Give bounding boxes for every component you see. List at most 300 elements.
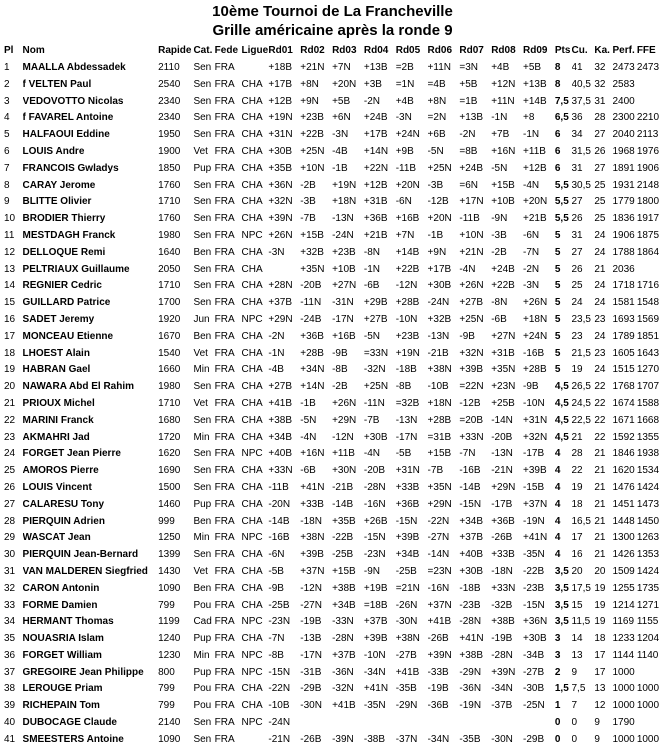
- round-9-cell: -2N: [523, 263, 540, 275]
- round-6-cell: +35N: [427, 481, 452, 493]
- round-4-cell: -16N: [363, 498, 386, 510]
- round-3-cell: +35B: [332, 515, 356, 527]
- ffe-rating-cell: 1864: [636, 246, 660, 258]
- round-5-cell: -29N: [395, 700, 418, 712]
- round-6-cell: +29N: [427, 498, 452, 510]
- place-cell: 7: [4, 162, 10, 174]
- cumulative-cell: 14: [571, 633, 583, 645]
- round-2-cell: -6B: [300, 465, 316, 477]
- round-7-cell: -11B: [459, 213, 480, 225]
- points-cell: 8: [554, 78, 561, 90]
- points-cell: 3,5: [554, 582, 569, 594]
- name-cell: REGNIER Cedric: [22, 280, 102, 292]
- federation-cell: FRA: [214, 145, 235, 157]
- place-cell: 20: [4, 381, 16, 393]
- rapide-rating-cell: 1760: [158, 213, 181, 225]
- table-row: [4, 245, 665, 262]
- col-place-header: Pl: [4, 45, 14, 57]
- category-cell: Sen: [193, 196, 212, 208]
- points-cell: 5: [554, 246, 561, 258]
- round-6-cell: +25N: [427, 162, 452, 174]
- round-9-cell: [523, 715, 555, 732]
- round-5-cell: -12N: [395, 280, 418, 292]
- ffe-rating-cell: 1155: [636, 616, 659, 628]
- federation-cell: FRA: [214, 280, 235, 292]
- name-cell: FORGET Jean Pierre: [22, 448, 121, 460]
- round-2-cell: -4N: [300, 431, 317, 443]
- points-cell: 6: [554, 145, 561, 157]
- federation-cell: FRA: [214, 666, 235, 678]
- round-3-cell: +30N: [332, 465, 357, 477]
- kashdan-cell: 24: [594, 229, 606, 241]
- league-cell: CHA: [241, 465, 263, 477]
- round-7-cell: -36N: [459, 683, 482, 695]
- table-row: [4, 178, 665, 195]
- rapide-rating-cell: 1920: [158, 313, 181, 325]
- performance-cell: 1671: [612, 414, 635, 426]
- round-3-cell: -31N: [332, 297, 354, 309]
- cumulative-cell: 11,5: [571, 616, 591, 628]
- round-5-cell: +41B: [395, 666, 420, 678]
- rapide-rating-cell: 2340: [158, 112, 181, 124]
- round-1-cell: +27B: [268, 381, 293, 393]
- performance-cell: 1000: [612, 666, 635, 678]
- round-8-cell: +4B: [491, 62, 510, 73]
- round-4-cell: [364, 715, 396, 732]
- table-row: [4, 430, 665, 447]
- round-3-cell: -25B: [332, 549, 354, 561]
- place-cell: 19: [4, 364, 16, 376]
- round-5-cell: -17N: [395, 431, 418, 443]
- round-6-cell: [428, 715, 460, 732]
- ffe-rating-cell: 2473: [636, 62, 660, 73]
- cumulative-cell: 7,5: [571, 683, 586, 695]
- rapide-rating-cell: 1680: [158, 414, 181, 426]
- round-5-cell: +33B: [395, 481, 420, 493]
- league-cell: CHA: [241, 397, 263, 409]
- round-3-cell: -21B: [332, 481, 354, 493]
- points-cell: 5: [554, 313, 561, 325]
- kashdan-cell: 21: [594, 481, 606, 493]
- round-4-cell: -6B: [363, 280, 380, 292]
- place-cell: 18: [4, 347, 16, 359]
- federation-cell: FRA: [214, 95, 235, 107]
- table-row: [4, 278, 665, 295]
- place-cell: 16: [4, 313, 16, 325]
- table-row: [4, 530, 665, 547]
- round-8-cell: [491, 715, 523, 732]
- round-3-cell: -36N: [332, 666, 354, 678]
- round-2-cell: -26B: [300, 733, 322, 745]
- place-cell: 31: [4, 565, 16, 577]
- round-9-cell: -30B: [523, 683, 545, 695]
- federation-cell: FRA: [214, 414, 235, 426]
- round-8-cell: -19B: [491, 633, 513, 645]
- round-6-cell: =4B: [427, 78, 446, 90]
- table-row: [4, 463, 665, 480]
- points-cell: 6: [554, 129, 561, 141]
- league-cell: CHA: [241, 78, 263, 90]
- round-9-cell: -1N: [523, 129, 540, 141]
- round-5-cell: =2B: [395, 62, 414, 73]
- cumulative-cell: 27: [571, 196, 583, 208]
- cumulative-cell: 28: [571, 448, 583, 460]
- round-2-cell: -3B: [300, 196, 316, 208]
- round-8-cell: -14N: [491, 414, 513, 426]
- round-5-cell: -30N: [395, 616, 418, 628]
- round-4-cell: +29B: [363, 297, 388, 309]
- place-cell: 27: [4, 498, 16, 510]
- round-2-cell: +37N: [300, 565, 325, 577]
- cumulative-cell: 21,5: [571, 347, 591, 359]
- round-9-cell: -3N: [523, 280, 540, 292]
- round-8-cell: +29N: [491, 481, 516, 493]
- round-1-cell: +31N: [268, 129, 293, 141]
- rapide-rating-cell: 1199: [158, 616, 180, 628]
- round-2-cell: -24B: [300, 313, 322, 325]
- round-3-cell: -14B: [332, 498, 354, 510]
- standings-table: [4, 43, 665, 749]
- rapide-rating-cell: 1950: [158, 129, 181, 141]
- rapide-rating-cell: 2540: [158, 78, 181, 90]
- table-row: [4, 194, 665, 211]
- round-8-cell: -21N: [491, 465, 513, 477]
- round-4-cell: =33N: [363, 347, 389, 359]
- round-7-cell: -4N: [459, 263, 476, 275]
- league-cell: CHA: [241, 347, 263, 359]
- round-9-cell: +8: [523, 112, 535, 124]
- round-7-cell: -16B: [459, 465, 481, 477]
- round-5-cell: +9B: [395, 145, 414, 157]
- performance-cell: 1233: [612, 633, 635, 645]
- place-cell: 8: [4, 179, 10, 191]
- table-row: [4, 110, 665, 127]
- points-cell: 5,5: [554, 179, 569, 191]
- name-cell: CARON Antonin: [22, 582, 100, 594]
- round-7-cell: +34B: [459, 515, 484, 527]
- round-4-cell: -32N: [363, 364, 386, 376]
- ffe-rating-cell: [637, 94, 665, 111]
- cumulative-cell: 26,5: [571, 381, 591, 393]
- round-7-cell: +30B: [459, 565, 484, 577]
- cumulative-cell: 0: [571, 733, 578, 745]
- cumulative-cell: 22: [571, 465, 583, 477]
- round-4-cell: +17B: [363, 129, 388, 141]
- category-cell: Ben: [193, 330, 212, 342]
- table-row: [4, 161, 665, 178]
- name-cell: LOUIS Andre: [22, 145, 85, 157]
- round-6-cell: -16N: [427, 582, 450, 594]
- round-7-cell: +26N: [459, 280, 484, 292]
- ffe-rating-cell: 1976: [636, 145, 660, 157]
- cumulative-cell: 23: [571, 330, 583, 342]
- round-2-cell: -13B: [300, 633, 322, 645]
- cumulative-cell: 16: [571, 549, 583, 561]
- round-1-cell: [268, 262, 300, 279]
- place-cell: 11: [4, 229, 15, 241]
- table-row: [4, 312, 665, 329]
- round-4-cell: +24B: [363, 112, 388, 124]
- rapide-rating-cell: 1250: [158, 532, 181, 544]
- ffe-rating-cell: 2148: [636, 179, 660, 191]
- performance-cell: 2583: [612, 78, 635, 90]
- kashdan-cell: 19: [594, 616, 606, 628]
- round-4-cell: +37B: [363, 616, 388, 628]
- rapide-rating-cell: 799: [158, 683, 175, 695]
- round-8-cell: -5N: [491, 162, 508, 174]
- rapide-rating-cell: 1620: [158, 448, 181, 460]
- ffe-rating-cell: 1534: [636, 465, 660, 477]
- category-cell: Ben: [193, 582, 212, 594]
- points-cell: 7,5: [554, 95, 569, 107]
- points-cell: 4,5: [554, 381, 569, 393]
- round-5-cell: =1N: [395, 78, 415, 90]
- table-body: [4, 60, 665, 749]
- round-7-cell: =3N: [459, 62, 478, 73]
- round-8-cell: +16N: [491, 145, 516, 157]
- table-row: [4, 211, 665, 228]
- round-2-cell: +36B: [300, 330, 324, 342]
- place-cell: 6: [4, 145, 10, 157]
- round-9-cell: -7N: [523, 246, 540, 258]
- round-7-cell: +27B: [459, 297, 484, 309]
- round-5-cell: -37N: [395, 733, 418, 745]
- rapide-rating-cell: 1670: [158, 330, 181, 342]
- round-7-cell: +39B: [459, 364, 484, 376]
- kashdan-cell: 31: [594, 95, 606, 107]
- cumulative-cell: 15: [571, 599, 583, 611]
- table-row: [4, 94, 665, 111]
- round-1-cell: -6N: [268, 549, 285, 561]
- round-4-cell: -10N: [363, 649, 386, 661]
- performance-cell: 1000: [612, 683, 635, 695]
- kashdan-cell: 24: [594, 364, 606, 376]
- round-6-cell: =2N: [427, 112, 447, 124]
- federation-cell: FRA: [214, 213, 235, 225]
- round-1-cell: +28N: [268, 280, 293, 292]
- round-2-cell: -18N: [300, 515, 322, 527]
- round-6-cell: -36B: [427, 700, 449, 712]
- category-cell: Sen: [193, 465, 212, 477]
- round-9-cell: -6N: [523, 229, 540, 241]
- performance-cell: 2040: [612, 129, 635, 141]
- col-ffe-rating-header: FFE: [636, 45, 656, 57]
- round-7-cell: =1B: [459, 95, 478, 107]
- kashdan-cell: 17: [594, 666, 606, 678]
- round-8-cell: -32B: [491, 599, 513, 611]
- round-2-cell: +21N: [300, 62, 325, 73]
- performance-cell: 1144: [612, 649, 635, 661]
- name-cell: AMOROS Pierre: [22, 465, 99, 477]
- round-3-cell: +19N: [332, 179, 357, 191]
- federation-cell: FRA: [214, 700, 235, 712]
- name-cell: WASCAT Jean: [22, 532, 91, 544]
- name-cell: LHOEST Alain: [22, 347, 90, 359]
- round-6-cell: -19B: [427, 683, 449, 695]
- place-cell: 39: [4, 700, 16, 712]
- table-row: [4, 698, 665, 715]
- kashdan-cell: 22: [594, 431, 606, 443]
- federation-cell: FRA: [214, 431, 235, 443]
- points-cell: 5,5: [554, 213, 569, 225]
- category-cell: Min: [193, 364, 210, 376]
- kashdan-cell: 9: [594, 733, 600, 745]
- category-cell: Sen: [193, 717, 212, 729]
- round-7-cell: -12B: [459, 397, 481, 409]
- round-2-cell: -2B: [300, 179, 316, 191]
- table-row: [4, 614, 665, 631]
- round-4-cell: +39B: [363, 633, 388, 645]
- round-9-cell: +41N: [523, 532, 548, 544]
- performance-cell: 1214: [612, 599, 635, 611]
- performance-cell: 1451: [612, 498, 635, 510]
- ffe-rating-cell: 1271: [636, 599, 660, 611]
- name-cell: HABRAN Gael: [22, 364, 91, 376]
- rapide-rating-cell: 1760: [158, 179, 181, 191]
- round-7-cell: +41N: [459, 633, 484, 645]
- round-4-cell: +19B: [363, 582, 388, 594]
- round-8-cell: -18N: [491, 565, 513, 577]
- league-cell: CHA: [241, 431, 263, 443]
- performance-cell: 1789: [612, 330, 635, 342]
- name-cell: BRODIER Thierry: [22, 213, 106, 225]
- round-3-cell: -28N: [332, 633, 354, 645]
- round-3-cell: +7N: [332, 62, 351, 73]
- round-9-cell: +24N: [523, 330, 548, 342]
- cumulative-cell: 21: [571, 431, 583, 443]
- round-1-cell: +41B: [268, 397, 293, 409]
- round-2-cell: -1B: [300, 397, 316, 409]
- place-cell: 25: [4, 465, 16, 477]
- kashdan-cell: 28: [594, 112, 606, 124]
- category-cell: Pou: [193, 683, 212, 695]
- round-8-cell: +11N: [491, 95, 515, 107]
- round-5-cell: =32B: [395, 397, 420, 409]
- points-cell: 3: [554, 633, 561, 645]
- round-9-cell: +30B: [523, 633, 547, 645]
- round-2-cell: +28B: [300, 347, 324, 359]
- kashdan-cell: 27: [594, 129, 606, 141]
- round-4-cell: -28N: [363, 481, 386, 493]
- cumulative-cell: 40,5: [571, 78, 591, 90]
- category-cell: Pup: [193, 666, 212, 678]
- round-6-cell: +6B: [427, 129, 446, 141]
- league-cell: CHA: [241, 498, 263, 510]
- round-8-cell: +39N: [491, 666, 516, 678]
- ffe-rating-cell: 1569: [636, 313, 660, 325]
- place-cell: 2: [4, 78, 10, 90]
- kashdan-cell: 21: [594, 465, 606, 477]
- round-5-cell: -3N: [395, 112, 412, 124]
- federation-cell: FRA: [214, 683, 235, 695]
- round-8-cell: +24B: [491, 263, 515, 275]
- league-cell: CHA: [241, 565, 263, 577]
- round-3-cell: +15B: [332, 565, 356, 577]
- points-cell: 4: [554, 448, 561, 460]
- col-round-4-header: Rd04: [363, 45, 389, 57]
- round-9-cell: -25N: [523, 700, 545, 712]
- round-8-cell: -17B: [491, 498, 513, 510]
- place-cell: 35: [4, 633, 16, 645]
- kashdan-cell: 21: [594, 532, 606, 544]
- category-cell: Ben: [193, 246, 212, 258]
- round-3-cell: -3N: [332, 129, 349, 141]
- league-cell: NPC: [241, 717, 263, 729]
- ffe-rating-cell: 1668: [636, 414, 660, 426]
- round-4-cell: -20B: [363, 465, 386, 477]
- category-cell: Pup: [193, 498, 212, 510]
- table-row: [4, 581, 665, 598]
- cumulative-cell: 26: [571, 213, 583, 225]
- rapide-rating-cell: 799: [158, 700, 175, 712]
- round-3-cell: +18N: [332, 196, 357, 208]
- kashdan-cell: 12: [594, 700, 606, 712]
- kashdan-cell: 22: [594, 381, 606, 393]
- cumulative-cell: 16,5: [571, 515, 591, 527]
- kashdan-cell: 25: [594, 196, 606, 208]
- performance-cell: 1906: [612, 229, 635, 241]
- table-row: [4, 379, 665, 396]
- rapide-rating-cell: 1230: [158, 649, 181, 661]
- category-cell: Sen: [193, 129, 212, 141]
- rapide-rating-cell: 1710: [158, 280, 181, 292]
- round-6-cell: +9N: [427, 246, 447, 258]
- federation-cell: FRA: [214, 330, 235, 342]
- round-1-cell: +29N: [268, 313, 293, 325]
- kashdan-cell: 24: [594, 280, 606, 292]
- name-cell: f VELTEN Paul: [22, 78, 92, 90]
- round-7-cell: =8B: [459, 145, 478, 157]
- rapide-rating-cell: 1640: [158, 246, 181, 258]
- col-round-2-header: Rd02: [300, 45, 325, 57]
- cumulative-cell: 24: [571, 297, 583, 309]
- performance-cell: 1790: [612, 717, 635, 729]
- table-row: [4, 295, 665, 312]
- round-8-cell: +15B: [491, 179, 515, 191]
- cumulative-cell: 19: [571, 364, 583, 376]
- round-1-cell: -24N: [268, 717, 291, 729]
- performance-cell: 1779: [612, 196, 635, 208]
- round-4-cell: +26B: [363, 515, 388, 527]
- category-cell: Min: [193, 532, 210, 544]
- category-cell: Vet: [193, 565, 208, 577]
- table-row: [4, 446, 665, 463]
- name-cell: FORME Damien: [22, 599, 98, 611]
- category-cell: Sen: [193, 263, 212, 275]
- round-4-cell: +41N: [363, 683, 389, 695]
- col-round-1-header: Rd01: [268, 45, 293, 57]
- round-9-cell: -17B: [523, 448, 545, 460]
- performance-cell: 1620: [612, 465, 635, 477]
- rapide-rating-cell: 1660: [158, 364, 181, 376]
- league-cell: CHA: [241, 145, 263, 157]
- name-cell: AKMAHRI Jad: [22, 431, 90, 443]
- round-9-cell: +31N: [523, 414, 548, 426]
- round-8-cell: +7B: [491, 129, 510, 141]
- round-7-cell: +25N: [459, 313, 484, 325]
- round-6-cell: +41B: [427, 616, 452, 628]
- round-1-cell: +26N: [268, 229, 293, 241]
- round-1-cell: -20N: [268, 498, 291, 510]
- points-cell: 5: [554, 364, 561, 376]
- round-9-cell: -34B: [523, 649, 545, 661]
- table-row: [4, 665, 665, 682]
- round-2-cell: -12N: [300, 582, 322, 594]
- round-9-cell: +39B: [523, 465, 547, 477]
- round-7-cell: -14B: [459, 481, 481, 493]
- place-cell: 13: [4, 263, 16, 275]
- performance-cell: 1426: [612, 549, 635, 561]
